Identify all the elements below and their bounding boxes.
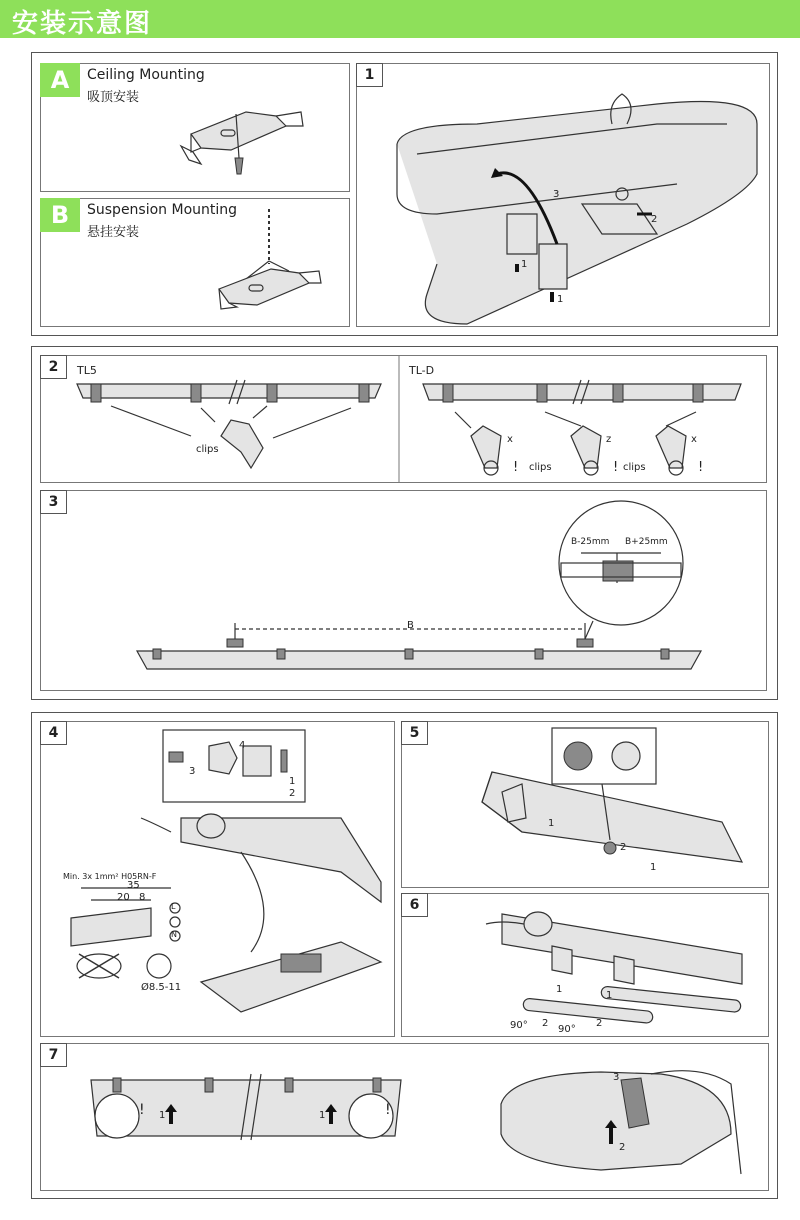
tl5-clips-label: clips bbox=[196, 444, 219, 455]
step-7-label-b: 1 bbox=[319, 1110, 326, 1121]
step-1-label-d: 3 bbox=[553, 189, 560, 200]
step-6-angle-2: 90° bbox=[558, 1024, 576, 1035]
frame-steps-2-3 bbox=[31, 346, 778, 700]
step-number-7: 7 bbox=[40, 1043, 67, 1067]
terminal-n-label: N bbox=[171, 930, 177, 939]
step-number-4: 4 bbox=[40, 721, 67, 745]
diameter-label: Ø8.5-11 bbox=[141, 982, 182, 993]
step-4-label-2: 2 bbox=[289, 788, 296, 799]
tld-x-label-2: x bbox=[691, 434, 697, 445]
dim-35-label: 35 bbox=[127, 880, 140, 891]
panel-suspension-mounting bbox=[40, 198, 350, 327]
step-number-5: 5 bbox=[401, 721, 428, 745]
step-6-label-d: 2 bbox=[596, 1018, 603, 1029]
step-4-label-1: 1 bbox=[289, 776, 296, 787]
dim-20-label: 20 bbox=[117, 892, 130, 903]
step-4-label-4: 4 bbox=[239, 740, 246, 751]
cable-spec-label: Min. 3x 1mm² H05RN-F bbox=[63, 872, 157, 881]
suspension-mounting-en: Suspension Mounting bbox=[87, 202, 238, 218]
ceiling-mounting-zh: 吸顶安装 bbox=[87, 90, 140, 105]
step-7-label-d: 3 bbox=[613, 1072, 620, 1083]
step-number-6: 6 bbox=[401, 893, 428, 917]
panel-step-6 bbox=[401, 893, 769, 1037]
b-plus-label: B+25mm bbox=[625, 537, 668, 547]
frame-steps-4-7 bbox=[31, 712, 778, 1199]
step-1-label-b: 1 bbox=[557, 294, 564, 305]
terminal-l-label: L bbox=[171, 902, 176, 911]
tld-excl-1: ! bbox=[513, 460, 519, 475]
step-5-label-b: 2 bbox=[620, 842, 627, 853]
panel-step-3 bbox=[40, 490, 767, 691]
step-6-label-a: 1 bbox=[556, 984, 563, 995]
suspension-mounting-zh: 悬挂安装 bbox=[87, 225, 140, 240]
dim-8-label: 8 bbox=[139, 892, 146, 903]
step-number-2: 2 bbox=[40, 355, 67, 379]
distance-b-label: B bbox=[407, 620, 414, 631]
step-5-label-a: 1 bbox=[548, 818, 555, 829]
b-minus-label: B-25mm bbox=[571, 537, 610, 547]
mounting-letter-b: B bbox=[40, 198, 80, 232]
tld-label: TL-D bbox=[409, 364, 435, 377]
step-5-label-c: 1 bbox=[650, 862, 657, 873]
tl5-label: TL5 bbox=[77, 364, 97, 377]
step-1-label-c: 2 bbox=[651, 214, 658, 225]
step-6-label-c: 2 bbox=[542, 1018, 549, 1029]
step-1-wiring-illustration bbox=[357, 64, 769, 326]
mounting-letter-a: A bbox=[40, 63, 80, 97]
panel-step-5 bbox=[401, 721, 769, 888]
tld-clips-label-1: clips bbox=[529, 462, 552, 473]
step-6-angle-1: 90° bbox=[510, 1020, 528, 1031]
tld-excl-3: ! bbox=[698, 460, 704, 475]
panel-ceiling-mounting bbox=[40, 63, 350, 192]
ceiling-bracket-illustration bbox=[41, 64, 349, 191]
panel-step-4 bbox=[40, 721, 395, 1037]
panel-step-1 bbox=[356, 63, 770, 327]
step-6-label-b: 1 bbox=[606, 990, 613, 1001]
step-number-1: 1 bbox=[356, 63, 383, 87]
panel-step-7 bbox=[40, 1043, 769, 1191]
suspension-bracket-illustration bbox=[41, 199, 349, 326]
tld-x-label-1: x bbox=[507, 434, 513, 445]
step-7-excl-2: ! bbox=[385, 1102, 391, 1118]
step-7-label-a: 1 bbox=[159, 1110, 166, 1121]
ceiling-mounting-en: Ceiling Mounting bbox=[87, 67, 205, 83]
panel-step-2 bbox=[40, 355, 767, 483]
frame-mounting bbox=[31, 52, 778, 336]
header-bar bbox=[0, 0, 800, 38]
step-4-label-3: 3 bbox=[189, 766, 196, 777]
step-2-clips-illustration bbox=[41, 356, 766, 482]
tld-z-label: z bbox=[606, 434, 612, 445]
step-3-spacing-illustration bbox=[41, 491, 766, 690]
step-7-label-c: 2 bbox=[619, 1142, 626, 1153]
tld-excl-2: ! bbox=[613, 460, 619, 475]
page-title: 安装示意图 bbox=[12, 9, 153, 39]
step-1-label-a: 1 bbox=[521, 259, 528, 270]
step-7-excl-1: ! bbox=[139, 1102, 145, 1118]
step-6-lamp-illustration bbox=[402, 894, 768, 1036]
step-number-3: 3 bbox=[40, 490, 67, 514]
step-5-knob-illustration bbox=[402, 722, 768, 887]
step-7-closing-illustration bbox=[41, 1044, 768, 1190]
tld-clips-label-2: clips bbox=[623, 462, 646, 473]
